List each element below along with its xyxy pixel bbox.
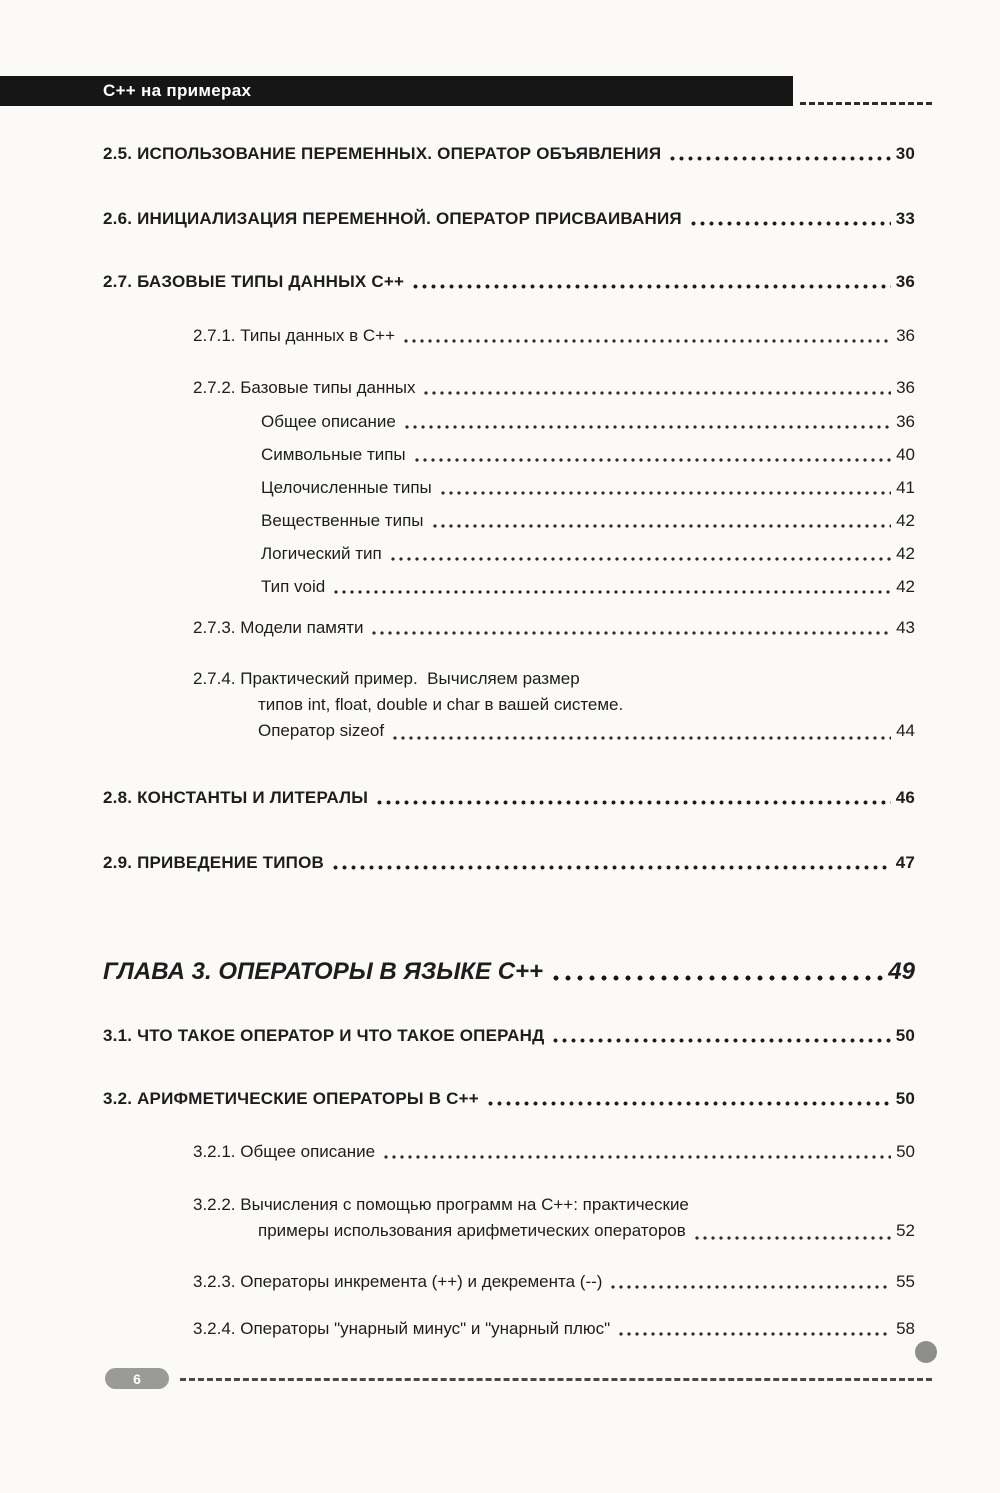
toc-entry: [193, 1318, 915, 1340]
toc-entry: [193, 325, 915, 347]
dot-leader: [332, 582, 891, 596]
toc-entry-page: 40: [896, 445, 915, 464]
dot-leader: [668, 149, 890, 163]
toc-entry-page: 42: [896, 544, 915, 563]
toc-entry-label: 3.2. АРИФМЕТИЧЕСКИЕ ОПЕРАТОРЫ В C++: [103, 1089, 479, 1108]
toc-entry-label: Тип void: [261, 577, 326, 596]
toc-entry: [193, 1271, 915, 1293]
toc-entry-label: 2.5. ИСПОЛЬЗОВАНИЕ ПЕРЕМЕННЫХ. ОПЕРАТОР ОБЪЯВЛЕНИЯ: [103, 144, 662, 163]
toc-entry-label: 2.8. КОНСТАНТЫ И ЛИТЕРАЛЫ: [103, 788, 369, 807]
toc-entry-label-line: примеры использования арифметических операторов: [258, 1221, 686, 1240]
dot-leader: [389, 549, 891, 563]
toc-entry: [103, 143, 915, 165]
toc-entry-page: 50: [896, 1142, 915, 1161]
dot-leader: [403, 417, 891, 431]
toc-entry-label: Логический тип: [261, 544, 382, 563]
toc-entry-label: Вещественные типы: [261, 511, 424, 530]
dot-leader: [609, 1277, 891, 1291]
toc-entry-page: 58: [896, 1319, 915, 1338]
toc-entry-label: 3.2.3. Операторы инкремента (++) и декремента (--): [193, 1272, 603, 1291]
toc-entry-page: 50: [895, 1089, 915, 1108]
dot-leader: [422, 383, 891, 397]
dot-leader: [370, 623, 891, 637]
toc-entry: [103, 1025, 915, 1047]
toc-entry-label: Целочисленные типы: [261, 478, 432, 497]
dot-leader: [431, 516, 892, 530]
toc-chapter-entry: [103, 958, 915, 986]
toc-entry: [261, 444, 915, 466]
toc-entry-label: Общее описание: [261, 412, 396, 431]
toc-entry-label-line: Оператор sizeof: [258, 721, 385, 740]
toc-entry: [193, 617, 915, 639]
toc-entry: [103, 271, 915, 293]
toc-entry-page: 33: [895, 209, 915, 228]
toc-entry-page: 42: [896, 577, 915, 596]
page-number: 6: [133, 1370, 141, 1387]
toc-entry: [261, 411, 915, 433]
toc-entry: [103, 852, 915, 874]
toc-entry-label: 2.6. ИНИЦИАЛИЗАЦИЯ ПЕРЕМЕННОЙ. ОПЕРАТОР ПРИСВАИВАНИЯ: [103, 209, 682, 228]
toc-entry: [261, 510, 915, 532]
dot-leader: [617, 1324, 891, 1338]
page-header-bar: [0, 76, 793, 106]
corner-dot-decoration: [915, 1341, 937, 1363]
dot-leader: [551, 1031, 890, 1045]
toc-entry-label: 2.7. БАЗОВЫЕ ТИПЫ ДАННЫХ C++: [103, 272, 405, 291]
toc-entry: [103, 1088, 915, 1110]
toc-entry-label: Символьные типы: [261, 445, 406, 464]
toc-entry: [103, 787, 915, 809]
toc-entry-page: 46: [895, 788, 915, 807]
toc-entry: [193, 1141, 915, 1163]
toc-entry-page: 50: [895, 1026, 915, 1045]
dot-leader: [689, 214, 891, 228]
dot-leader: [439, 483, 891, 497]
toc-entry-page: 41: [896, 478, 915, 497]
book-title: C++ на примерах: [103, 81, 252, 100]
toc-entry-label: 3.1. ЧТО ТАКОЕ ОПЕРАТОР И ЧТО ТАКОЕ ОПЕРАНД: [103, 1026, 545, 1045]
footer-dashed-line: [180, 1378, 932, 1381]
dot-leader: [486, 1094, 891, 1108]
dot-leader: [375, 793, 891, 807]
toc-entry-label-line: типов int, float, double и char в вашей системе.: [258, 695, 624, 714]
toc-entry-page: 36: [896, 326, 915, 345]
toc-entry-page: 36: [896, 412, 915, 431]
toc-entry-page: 47: [895, 853, 915, 872]
header-dashed-line: [800, 102, 932, 105]
toc-entry-page: 49: [888, 958, 915, 985]
toc-entry-label: ГЛАВА 3. ОПЕРАТОРЫ В ЯЗЫКЕ C++: [103, 958, 544, 985]
dot-leader: [391, 728, 891, 742]
toc-entry-label: 3.2.1. Общее описание: [193, 1142, 376, 1161]
dot-leader: [382, 1147, 891, 1161]
toc-entry: [261, 477, 915, 499]
toc-entry-label-line: 3.2.2. Вычисления с помощью программ на C++: практические: [193, 1195, 689, 1214]
toc-entry-page: 52: [896, 1221, 915, 1240]
toc-entry-page: 55: [896, 1272, 915, 1291]
toc-entry: [193, 666, 915, 744]
dot-leader: [402, 331, 891, 345]
toc-entry-label: 2.9. ПРИВЕДЕНИЕ ТИПОВ: [103, 853, 324, 872]
dot-leader: [331, 858, 891, 872]
toc-entry-label: 2.7.3. Модели памяти: [193, 618, 364, 637]
toc-entry: [193, 377, 915, 399]
dot-leader: [693, 1228, 891, 1242]
dot-leader: [413, 450, 891, 464]
toc-entry: [103, 208, 915, 230]
toc-entry-page: 36: [896, 378, 915, 397]
table-of-contents: [0, 108, 1000, 1340]
toc-entry-page: 36: [895, 272, 915, 291]
toc-entry-label: 2.7.1. Типы данных в C++: [193, 326, 396, 345]
toc-entry: [193, 1192, 915, 1244]
toc-entry-label-line: 2.7.4. Практический пример. Вычисляем размер: [193, 669, 580, 688]
toc-entry-page: 44: [896, 721, 915, 740]
toc-entry-page: 43: [896, 618, 915, 637]
dot-leader: [550, 967, 883, 983]
dot-leader: [411, 277, 891, 291]
toc-entry-page: 42: [896, 511, 915, 530]
page-number-badge: [105, 1368, 169, 1389]
toc-entry-label: 2.7.2. Базовые типы данных: [193, 378, 416, 397]
toc-entry: [261, 543, 915, 565]
toc-entry-label: 3.2.4. Операторы "унарный минус" и "унарный плюс": [193, 1319, 611, 1338]
toc-entry-page: 30: [895, 144, 915, 163]
toc-entry: [261, 576, 915, 598]
